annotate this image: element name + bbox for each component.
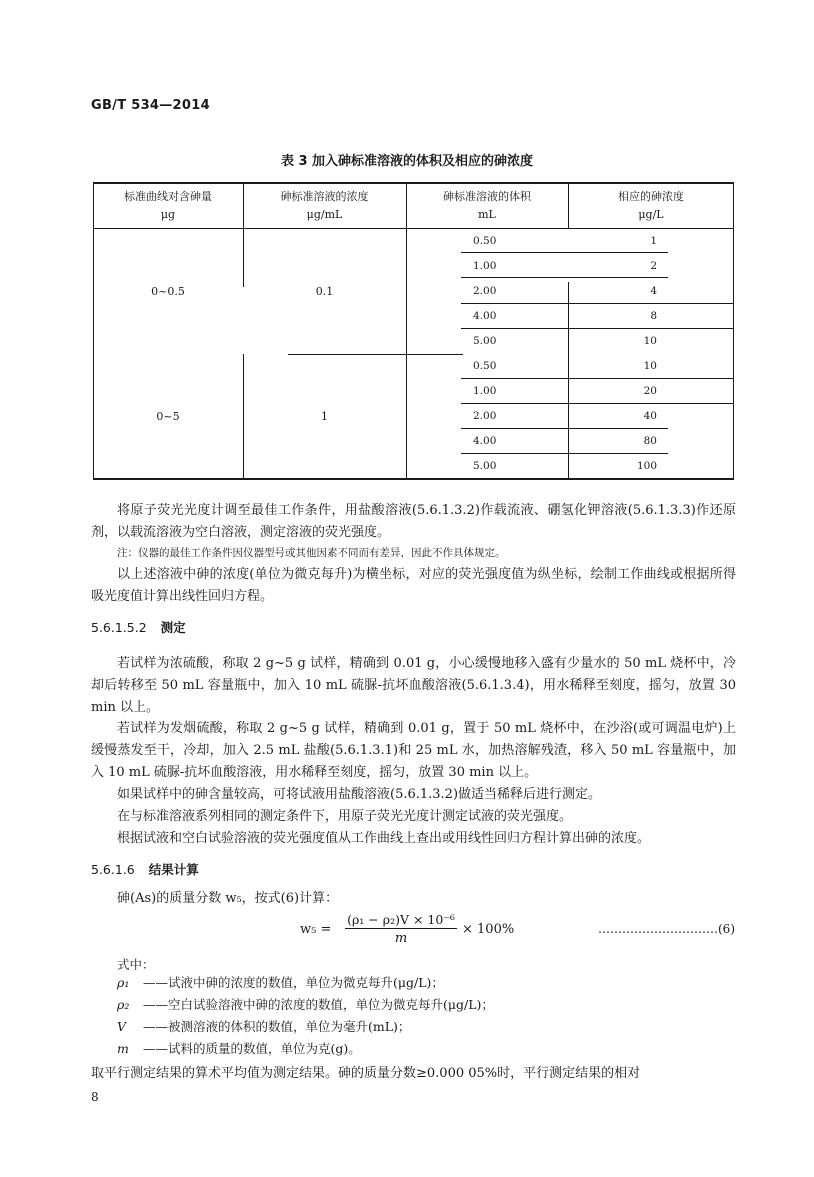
table-cell-arsenic: 10	[643, 335, 657, 347]
standard-code: GB/T 534—2014	[91, 98, 210, 113]
header-col-1-line1: 标准曲线对含砷量	[124, 190, 212, 203]
header-col-1	[93, 190, 243, 222]
paragraph: 在与标准溶液系列相同的测定条件下，用原子荧光光度计测定试液的荧光强度。	[117, 809, 573, 824]
header-col-3-line1: 砷标准溶液的体积	[443, 190, 531, 203]
row-divider	[461, 328, 733, 329]
formula-numerator: (ρ₁ − ρ₂)V × 10⁻⁶	[345, 912, 457, 929]
table-cell-volume: 0.50	[473, 235, 497, 247]
variable-row	[117, 1040, 361, 1058]
row-divider	[461, 252, 668, 253]
group-divider	[288, 354, 463, 355]
table-cell-volume: 2.00	[473, 285, 497, 297]
col-divider-3-group2	[568, 354, 569, 478]
table-cell-volume: 1.00	[473, 260, 497, 272]
paragraph: 取平行测定结果的算术平均值为测定结果。砷的质量分数≥0.000 05%时，平行测定结果的相对	[91, 1066, 641, 1081]
table-cell-arsenic: 40	[643, 410, 657, 422]
table-title: 表 3 加入砷标准溶液的体积及相应的砷浓度	[280, 154, 534, 169]
group1-concentration: 0.1	[315, 285, 334, 298]
table-cell-volume: 4.00	[473, 435, 497, 447]
page-number: 8	[91, 1090, 99, 1104]
arsenic-standard-table	[93, 182, 734, 480]
row-divider	[461, 277, 668, 278]
header-col-4	[568, 190, 734, 222]
header-col-3-unit: mL	[478, 208, 496, 221]
paragraph: 根据试液和空白试验溶液的荧光强度值从工作曲线上查出或用线性回归方程计算出砷的浓度。	[117, 831, 651, 846]
header-col-3	[406, 190, 568, 222]
variable-symbol: ρ₂	[117, 997, 130, 1012]
section-number: 5.6.1.5.2	[91, 620, 147, 635]
section-heading-measurement	[91, 618, 186, 636]
col-divider-3-group1	[568, 282, 569, 354]
section-number: 5.6.1.6	[91, 862, 135, 877]
table-cell-arsenic: 10	[643, 360, 657, 372]
variable-desc: ——试料的质量的数值，单位为克(g)。	[143, 1041, 361, 1056]
table-bottom-border	[93, 478, 734, 480]
variable-symbol: V	[117, 1019, 127, 1034]
equation-number: …………………………(6)	[598, 922, 735, 936]
paragraph: 若试样为浓硫酸，称取 2 g~5 g 试样，精确到 0.01 g，小心缓慢地移入盛有少量水的 50 mL 烧杯中，冷却后转移至 50 mL 容量瓶中，加入 10 mL 硫脲-抗坏血酸溶液(5.6.1.3.4)，用水稀释至刻度，摇匀，放置 30 min 以上。	[91, 656, 736, 715]
header-divider	[93, 228, 734, 229]
paragraph: 砷(As)的质量分数 w₅，按式(6)计算：	[117, 891, 339, 906]
row-divider	[461, 403, 733, 404]
where-label: 式中：	[117, 957, 155, 972]
table-cell-volume: 0.50	[473, 360, 497, 372]
group1-range: 0~0.5	[151, 285, 185, 298]
header-col-4-unit: μg/L	[638, 208, 664, 221]
table-top-border	[93, 182, 734, 184]
header-col-2-line1: 砷标准溶液的浓度	[280, 190, 369, 203]
variable-row	[117, 1018, 410, 1036]
table-cell-volume: 5.00	[473, 460, 497, 472]
group2-concentration: 1	[321, 410, 328, 423]
variable-row	[117, 996, 494, 1014]
table-cell-arsenic: 100	[636, 460, 657, 472]
row-divider	[461, 378, 733, 379]
row-divider	[461, 453, 668, 454]
paragraph: 以上述溶液中砷的浓度(单位为微克每升)为横坐标，对应的荧光强度值为纵坐标，绘制工作曲线或根据所得吸光度值计算出线性回归方程。	[91, 567, 736, 604]
row-divider	[461, 428, 668, 429]
variable-desc: ——试液中砷的浓度的数值，单位为微克每升(μg/L)；	[143, 975, 444, 990]
header-col-2-unit: μg/mL	[306, 208, 343, 221]
table-cell-arsenic: 8	[650, 310, 657, 322]
variable-desc: ——被测溶液的体积的数值，单位为毫升(mL)；	[143, 1019, 411, 1034]
col-divider-2	[406, 182, 407, 480]
table-right-border	[733, 182, 734, 480]
table-cell-volume: 4.00	[473, 310, 497, 322]
variable-symbol: ρ₁	[117, 975, 130, 990]
table-note: 注：仪器的最佳工作条件因仪器型号或其他因素不同而有差异，因此不作具体规定。	[117, 547, 506, 559]
table-cell-arsenic: 20	[643, 385, 657, 397]
table-cell-arsenic: 80	[643, 435, 657, 447]
section-title: 测定	[160, 620, 186, 635]
row-divider	[461, 303, 733, 304]
table-left-border	[93, 182, 94, 480]
table-cell-arsenic: 2	[650, 260, 657, 272]
header-col-4-line1: 相应的砷浓度	[618, 190, 684, 203]
formula-fraction	[345, 912, 457, 946]
table-cell-arsenic: 1	[650, 235, 657, 247]
section-heading-calculation	[91, 860, 199, 878]
variable-row	[117, 974, 444, 992]
formula-denominator: m	[394, 931, 408, 946]
formula-rhs: × 100%	[462, 922, 515, 937]
table-cell-volume: 2.00	[473, 410, 497, 422]
table-cell-volume: 1.00	[473, 385, 497, 397]
paragraph: 如果试样中的砷含量较高，可将试液用盐酸溶液(5.6.1.3.2)做适当稀释后进行测定。	[117, 787, 602, 802]
section-title: 结果计算	[148, 862, 199, 877]
formula-lhs: w₅ =	[300, 922, 332, 937]
variable-desc: ——空白试验溶液中砷的浓度的数值，单位为微克每升(μg/L)；	[143, 997, 494, 1012]
group2-range: 0~5	[156, 410, 180, 423]
table-cell-volume: 5.00	[473, 335, 497, 347]
paragraph: 若试样为发烟硫酸，称取 2 g~5 g 试样，精确到 0.01 g，置于 50 mL 烧杯中，在沙浴(或可调温电炉)上缓慢蒸发至干，冷却，加入 2.5 mL 盐酸(5.6.1.3.1)和 25 mL 水，加热溶解残渣，移入 50 mL 容量瓶中，加入 10 mL 硫脲-抗坏血酸溶液，用水稀释至刻度，摇匀，放置 30 min 以上。	[91, 721, 736, 780]
variable-symbol: m	[117, 1041, 129, 1056]
paragraph: 将原子荧光光度计调至最佳工作条件，用盐酸溶液(5.6.1.3.2)作载流液、硼氢化钾溶液(5.6.1.3.3)作还原剂，以载流溶液为空白溶液，测定溶液的荧光强度。	[91, 503, 736, 540]
header-col-2	[243, 190, 406, 222]
header-col-1-unit: μg	[160, 208, 176, 221]
table-cell-arsenic: 4	[650, 285, 657, 297]
